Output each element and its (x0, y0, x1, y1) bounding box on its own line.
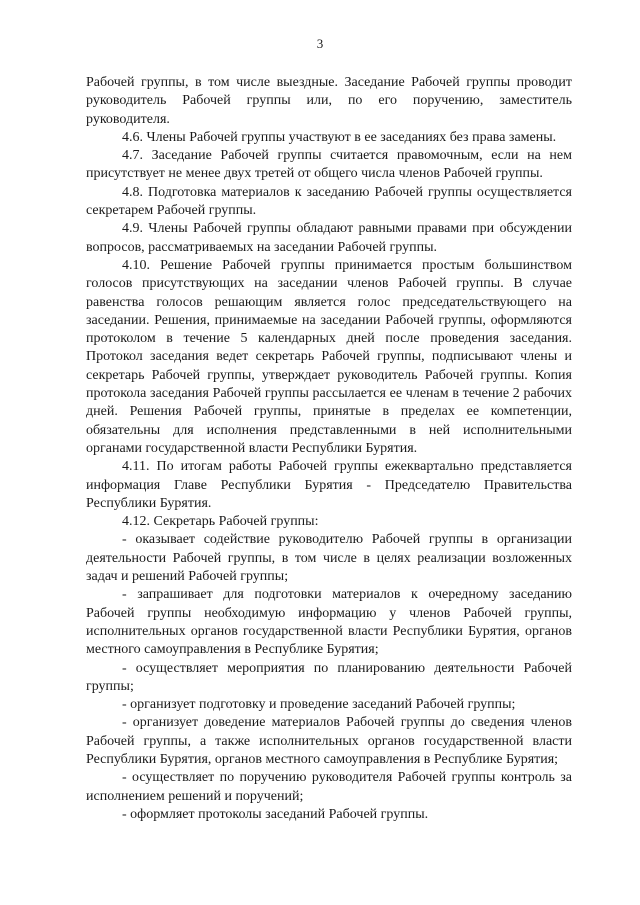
paragraph-4-7: 4.7. Заседание Рабочей группы считается правомочным, если на нем присутствует не менее двух третей от общего числа членов Рабочей группы. (86, 148, 572, 182)
list-item: - осуществляет мероприятия по планированию деятельности Рабочей группы; (86, 660, 572, 694)
paragraph-4-6: 4.6. Члены Рабочей группы участвуют в ее заседаниях без права замены. (122, 129, 557, 145)
paragraph-4-10: 4.10. Решение Рабочей группы принимается простым большинством голосов присутствующих на заседании членов Рабочей группы. В случае равенства голосов решающим является голос председательствующего на заседании. Решения, принимаемые на заседании Рабочей группы, оформляются протоколом в течение 5 календарных дней после проведения заседания. Протокол заседания ведет секретарь Рабочей группы, подписывают члены и секретарь Рабочей группы, утверждает руководитель Рабочей группы. Копия протокола заседания Рабочей группы рассылается ее членам в течение 2 рабочих дней. Решения Рабочей группы, принятые в пределах ее компетенции, обязательны для исполнения представленными в ней исполнительными органами государственной власти Республики Бурятия. (86, 257, 572, 456)
list-item: - осуществляет по поручению руководителя Рабочей группы контроль за исполнением решений и поручений; (86, 770, 572, 804)
paragraph-4-12: 4.12. Секретарь Рабочей группы: (122, 514, 319, 530)
page-number: 3 (316, 36, 324, 51)
list-item: - оказывает содействие руководителю Рабочей группы в организации деятельности Рабочей группы, в том числе в целях реализации возложенных задач и решений Рабочей группы; (86, 532, 572, 585)
list-item: - запрашивает для подготовки материалов к очередному заседанию Рабочей группы необходимую информацию у членов Рабочей группы, исполнительных органов государственной власти Республики Бурятия, органов местного самоуправления в Республике Бурятия; (86, 587, 572, 658)
paragraph-4-9: 4.9. Члены Рабочей группы обладают равными правами при обсуждении вопросов, рассматриваемых на заседании Рабочей группы. (86, 221, 572, 255)
list-item: - организует подготовку и проведение заседаний Рабочей группы; (122, 697, 516, 713)
list-item: - оформляет протоколы заседаний Рабочей группы. (122, 806, 429, 822)
paragraph-4-11: 4.11. По итогам работы Рабочей группы ежеквартально представляется информация Главе Республики Бурятия - Председателю Правительства Республики Бурятия. (86, 459, 572, 511)
list-item: - организует доведение материалов Рабочей группы до сведения членов Рабочей группы, а также исполнительных органов государственной власти Республики Бурятия, органов местного самоуправления в Республике Бурятия; (86, 715, 572, 767)
paragraph-continuation: Рабочей группы, в том числе выездные. Заседание Рабочей группы проводит руководитель Рабочей группы или, по его поручению, заместитель руководителя. (86, 75, 572, 127)
document-body (86, 74, 572, 824)
paragraph-4-8: 4.8. Подготовка материалов к заседанию Рабочей группы осуществляется секретарем Рабочей группы. (86, 184, 572, 219)
